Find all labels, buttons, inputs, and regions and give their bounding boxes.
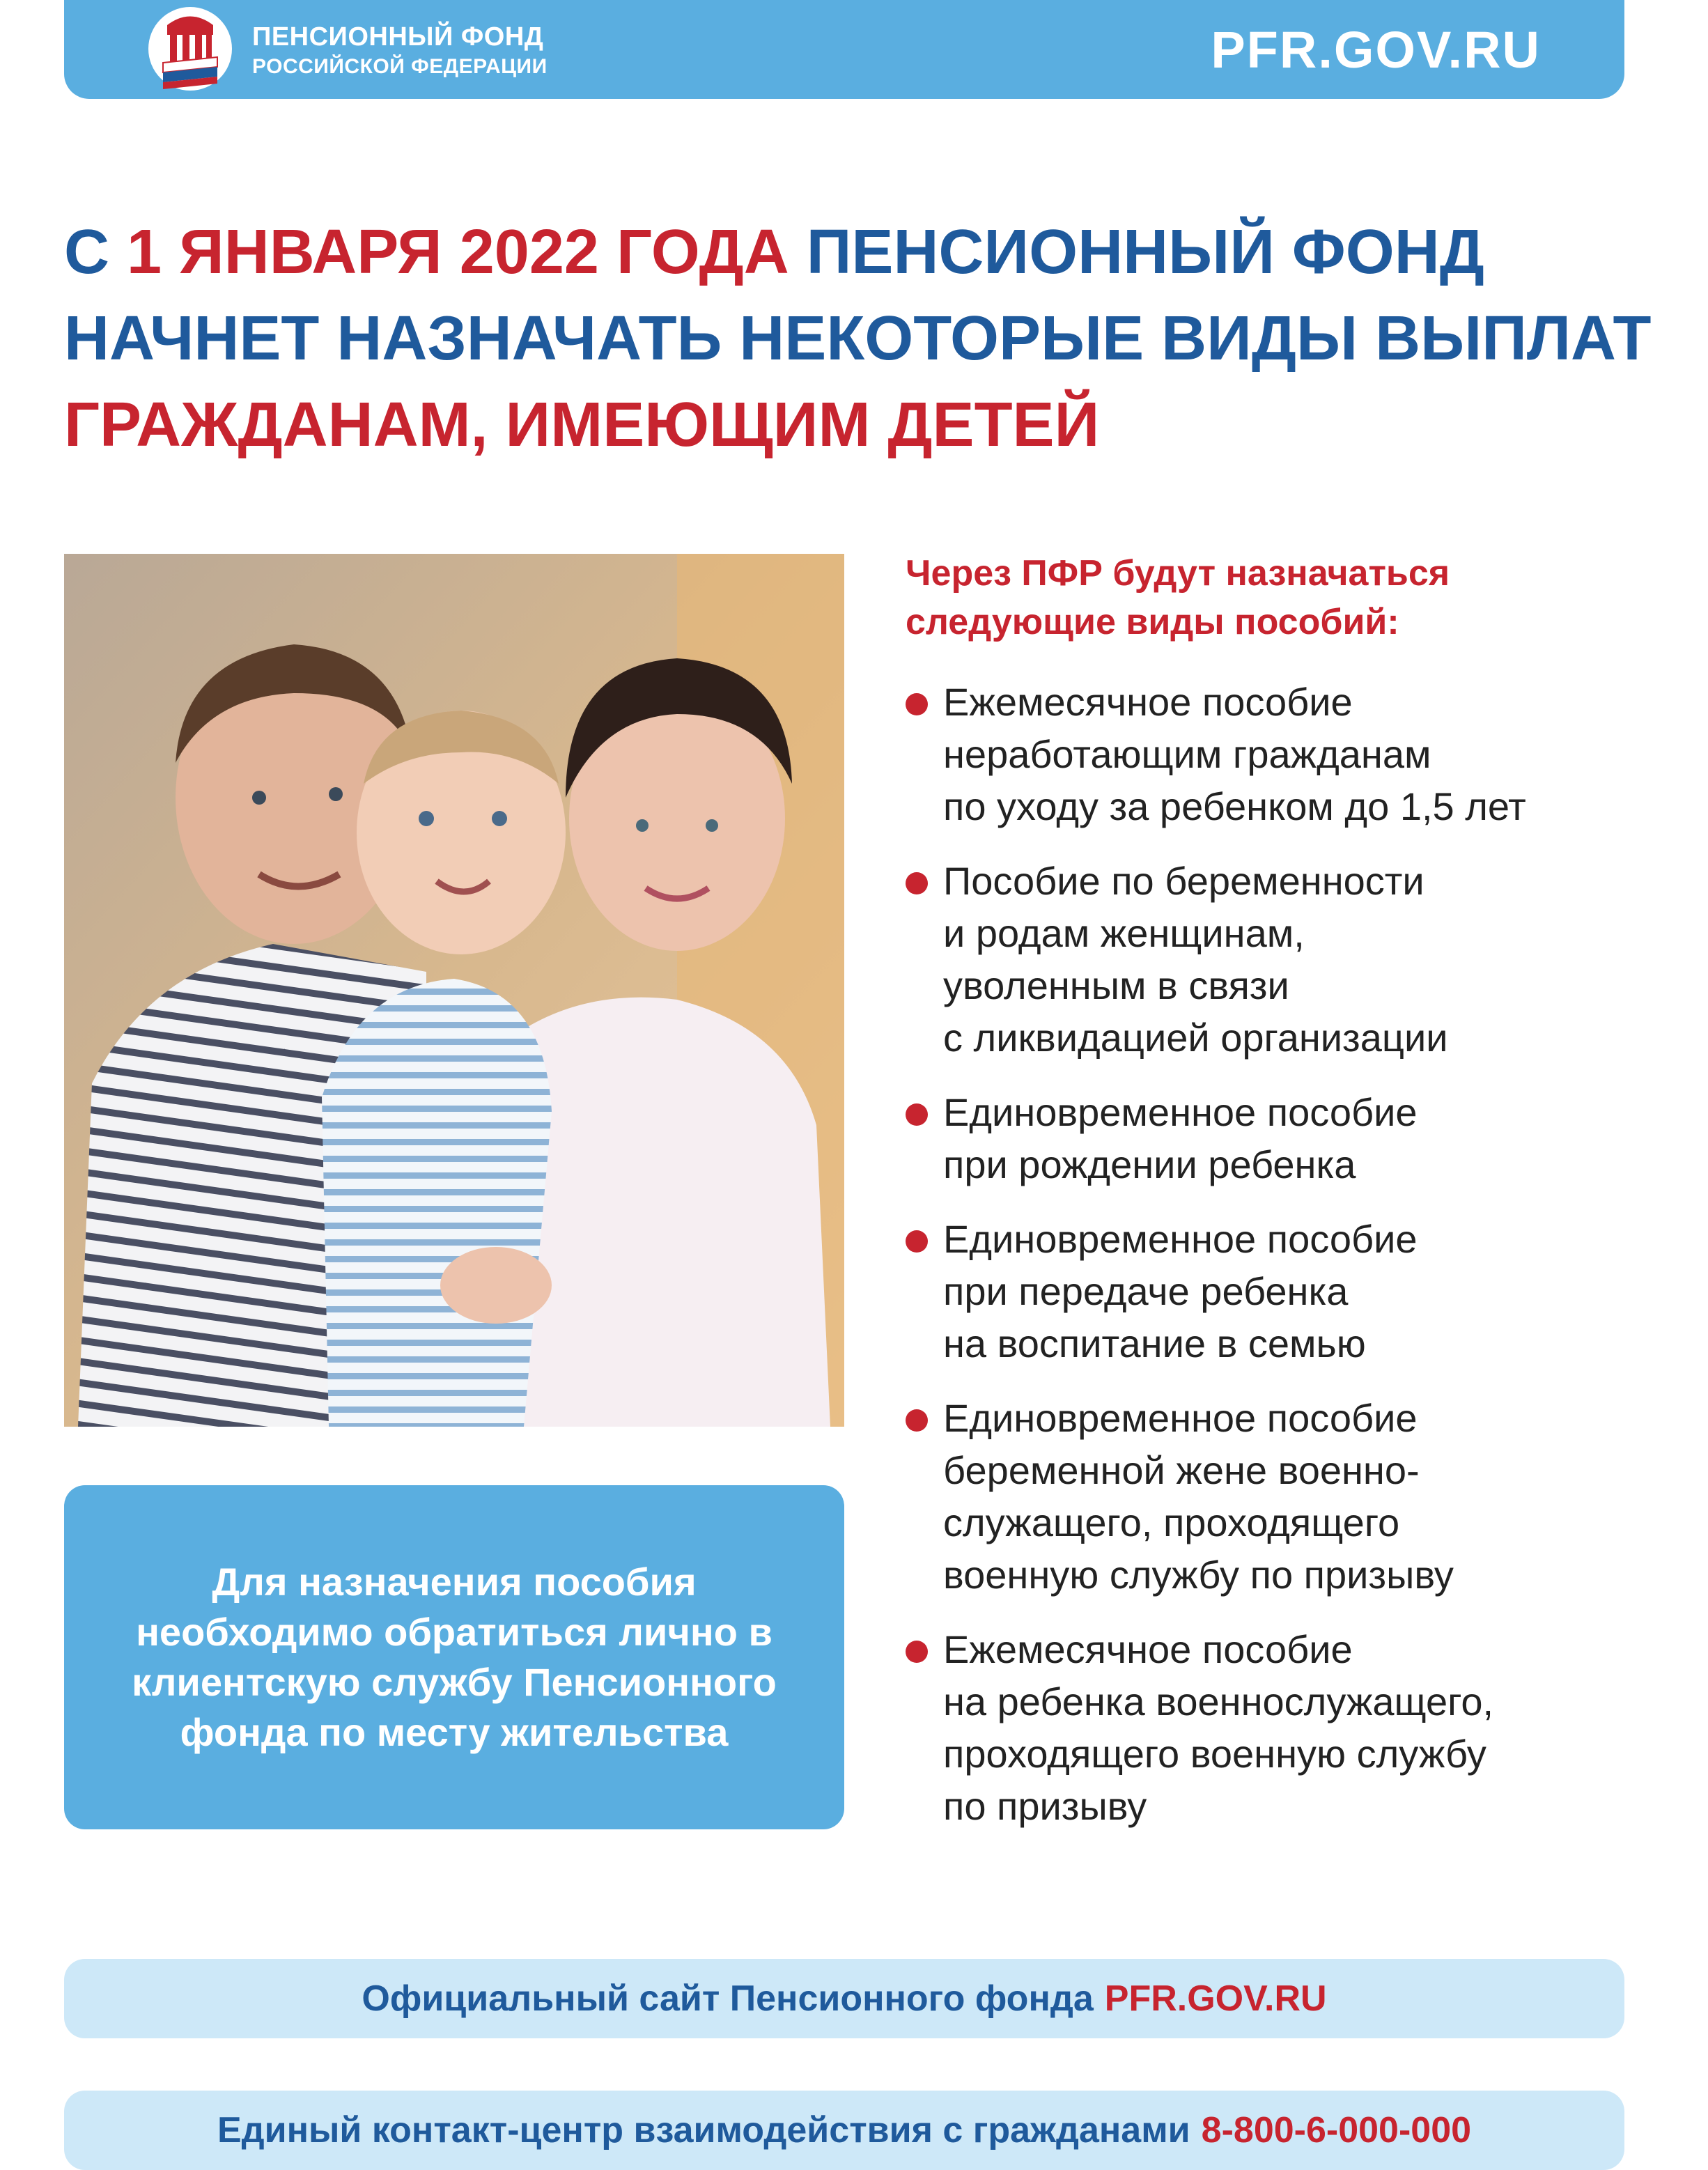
benefit-item-line: при рождении ребенка xyxy=(943,1142,1356,1186)
benefit-item-line: Ежемесячное пособие xyxy=(943,680,1353,724)
benefit-item-line: Единовременное пособие xyxy=(943,1396,1418,1440)
benefit-item-line: и родам женщинам, xyxy=(943,911,1305,955)
bullet-icon xyxy=(906,1230,928,1253)
benefits-title-line2: следующие виды пособий: xyxy=(906,602,1399,642)
headline-part3: ПЕНСИОННЫЙ ФОНД НАЧНЕТ НАЗНАЧАТЬ НЕКОТОРЫЕ ВИДЫ ВЫПЛАТ xyxy=(64,217,1652,373)
footer-site-link[interactable]: PFR.GOV.RU xyxy=(1104,1978,1327,2019)
benefit-item xyxy=(906,1623,1672,1832)
footer-site-label: Официальный сайт Пенсионного фонда xyxy=(362,1978,1094,2019)
footer-site-bar xyxy=(64,1959,1624,2038)
benefit-item xyxy=(906,1392,1672,1601)
headline-audience: ГРАЖДАНАМ, ИМЕЮЩИМ ДЕТЕЙ xyxy=(64,390,1100,460)
org-name xyxy=(252,21,548,81)
benefit-item-line: Ежемесячное пособие xyxy=(943,1627,1353,1671)
org-name-line1: ПЕНСИОННЫЙ ФОНД xyxy=(252,22,544,52)
benefit-item-line: при передаче ребенка xyxy=(943,1269,1349,1313)
info-box-text: Для назначения пособия необходимо обратиться лично в клиентскую службу Пенсионного фонда по месту жительства xyxy=(132,1560,777,1754)
family-photo-illustration xyxy=(64,554,844,1427)
benefit-item-line: проходящего военную службу xyxy=(943,1732,1486,1776)
family-photo xyxy=(64,554,844,1427)
info-box xyxy=(64,1485,844,1829)
benefit-item xyxy=(906,1213,1672,1370)
benefit-item-line: неработающим гражданам xyxy=(943,732,1431,776)
org-name-line2: РОССИЙСКОЙ ФЕДЕРАЦИИ xyxy=(252,55,548,78)
pfr-logo-icon xyxy=(146,4,234,93)
header-site-link[interactable]: PFR.GOV.RU xyxy=(1211,21,1541,79)
benefit-item-line: уволенным в связи xyxy=(943,963,1289,1007)
headline-date: 1 ЯНВАРЯ 2022 ГОДА xyxy=(127,217,789,287)
benefit-item-line: на воспитание в семью xyxy=(943,1322,1366,1365)
benefit-item xyxy=(906,676,1672,832)
benefit-item-line: с ликвидацией организации xyxy=(943,1016,1448,1060)
benefit-item xyxy=(906,855,1672,1064)
benefit-item-line: на ребенка военнослужащего, xyxy=(943,1680,1494,1723)
benefit-item xyxy=(906,1086,1672,1191)
benefits-title-line1: Через ПФР будут назначаться xyxy=(906,553,1450,594)
benefit-item-line: военную службу по призыву xyxy=(943,1553,1454,1597)
footer-contact-label: Единый контакт-центр взаимодействия с гражданами xyxy=(217,2110,1190,2150)
benefit-item-line: Пособие по беременности xyxy=(943,859,1424,903)
benefit-item-line: Единовременное пособие xyxy=(943,1090,1418,1134)
benefit-item-line: служащего, проходящего xyxy=(943,1501,1400,1544)
bullet-icon xyxy=(906,1103,928,1126)
footer-phone-link[interactable]: 8-800-6-000-000 xyxy=(1201,2110,1472,2150)
bullet-icon xyxy=(906,693,928,715)
benefits-list xyxy=(906,676,1672,1854)
bullet-icon xyxy=(906,1641,928,1663)
headline-part1: С xyxy=(64,217,127,287)
bullet-icon xyxy=(906,1409,928,1432)
benefit-item-line: Единовременное пособие xyxy=(943,1217,1418,1261)
page-headline xyxy=(64,209,1666,468)
benefits-title xyxy=(906,549,1450,646)
benefit-item-line: по призыву xyxy=(943,1784,1147,1828)
benefit-item-line: по уходу за ребенком до 1,5 лет xyxy=(943,784,1526,828)
bullet-icon xyxy=(906,872,928,894)
header-bar xyxy=(64,0,1624,99)
benefit-item-line: беременной жене военно- xyxy=(943,1448,1420,1492)
footer-contact-bar xyxy=(64,2091,1624,2170)
